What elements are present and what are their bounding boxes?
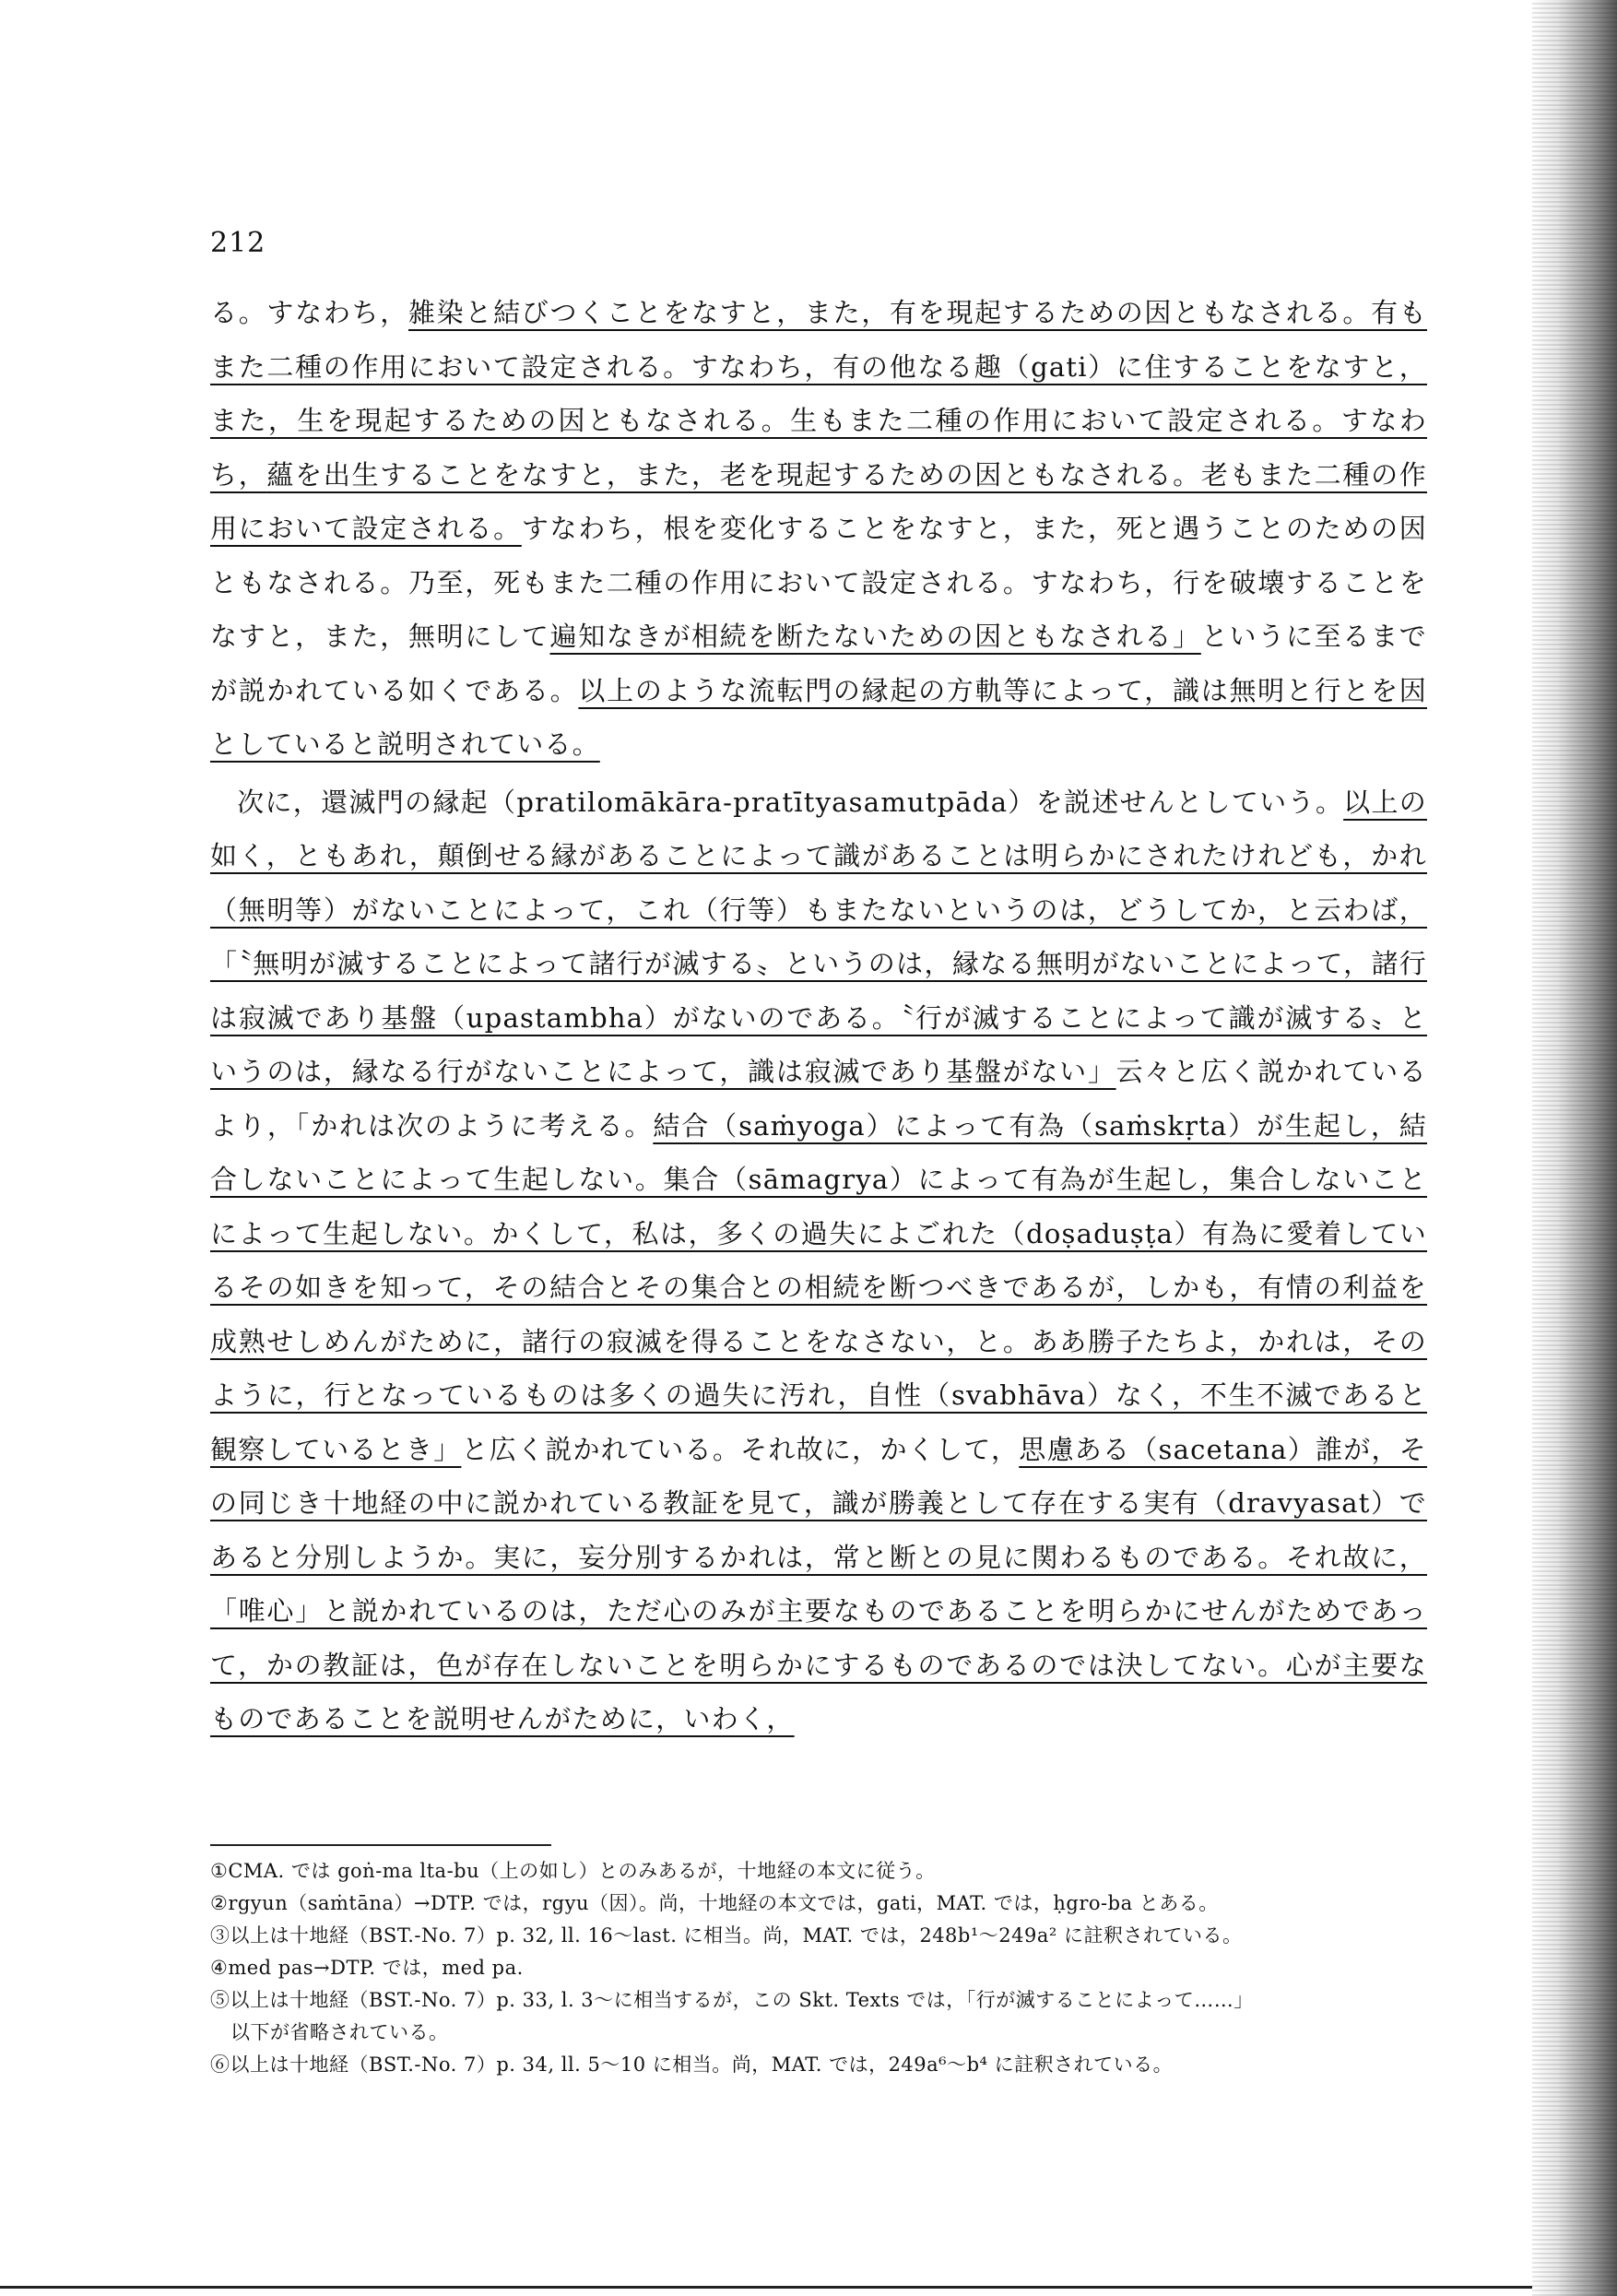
text-segment: 次に，還滅門の縁起（pratilomākāra-pratītyasamutpāda）を説述せんとしていう。 (237, 786, 1344, 818)
footnote-4: ④med pas→DTP. では，med pa. (210, 1957, 524, 1979)
footnote-3: ③以上は十地経（BST.-No. 7）p. 32, ll. 16〜last. に相当。尚，MAT. では，248b¹〜249a² に註釈されている。 (210, 1924, 1243, 1947)
footnote-6: ⑥以上は十地経（BST.-No. 7）p. 34, ll. 5〜10 に相当。尚，MAT. では，249a⁶〜b⁴ に註釈されている。 (210, 2053, 1174, 2076)
text-segment: というに至るまでが説かれている如くである。 (210, 621, 1427, 706)
underlined-segment: 思慮ある（sacetana）誰が，その同じき十地経の中に説かれている教証を見て，識が勝義として存在する実有（dravyasat）であると分別しようか。実に，妄分別するかれは，常と断との見に関わるものである。それ故に，「唯心」と説かれているのは，ただ心のみが主要なものであることを明らかにせんがためであって，かの教証は，色が存在しないことを明らかにするものであるのでは決してない。心が主要なものであることを説明せんがために，いわく， (210, 1433, 1427, 1734)
scan-edge-shading (1532, 0, 1617, 2296)
text-segment: 云々と広く説かれているより，「かれは次のように考える。 (210, 1056, 1427, 1142)
underlined-segment: 結合（saṁyoga）によって有為（saṁskṛta）が生起し，結合しないことによって生起しない。集合（sāmagrya）によって有為が生起し，集合しないことによって生起しない。かくして，私は，多くの過失によごれた（doṣaduṣṭa）有為に愛着しているその如きを知って，その結合とその集合との相続を断つべきであるが，しかも，有情の利益を成熟せしめんがために，諸行の寂滅を得ることをなさない，と。ああ勝子たちよ，かれは，そのように，行となっているものは多くの過失に汚れ，自性（svabhāva）なく，不生不滅であると観察しているとき」 (210, 1109, 1427, 1465)
footnote-1: ①CMA. では goṅ-ma lta-bu（上の如し）とのみあるが，十地経の本文に従う。 (210, 1860, 936, 1882)
text-segment: と広く説かれている。それ故に，かくして， (461, 1433, 1020, 1465)
body-text (210, 286, 1427, 1746)
footnote-2: ②rgyun（saṁtāna）→DTP. では，rgyu（因）。尚，十地経の本文では，gati，MAT. では，ḥgro-ba とある。 (210, 1892, 1219, 1914)
text-segment: る。すなわち， (210, 297, 408, 328)
underlined-segment: 以上のような流転門の縁起の方軌等によって，識は無明と行とを因としていると説明されている。 (210, 674, 1427, 760)
underlined-segment: 蘊を出生することをなすと，また，老を現起するための因ともなされる。老もまた二種の作用において設定される。 (210, 458, 1427, 544)
underlined-segment: 遍知なきが相続を断たないための因ともなされる」 (549, 621, 1201, 652)
underlined-segment: 以上の如く，ともあれ，顛倒せる縁があることによって識があることは明らかにされたけれども，かれ（無明等）がないことによって，これ（行等）もまたないというのは，どうしてか，と云わば，「〝無明が滅することによって諸行が滅する〟というのは，縁なる無明がないことによって，諸行は寂滅であり基盤（upastambha）がないのである。〝行が滅することによって識が滅する〟というのは，縁なる行がないことによって，識は寂滅であり基盤がない」 (210, 786, 1427, 1087)
footnotes (210, 1855, 1427, 2081)
footnote-5-continued: 以下が省略されている。 (230, 2021, 449, 2043)
text-segment: すなわち，根を変化することをなすと，また，死と遇うことのための因ともなされる。乃至，死もまた二種の作用において設定される。すなわち，行を破壊することをなすと，また，無明にして (210, 513, 1428, 652)
paragraph-1 (210, 286, 1427, 772)
underlined-segment: 雑染と結びつくことをなすと，また，有を現起するための因ともなされる。有もまた二種の作用において設定される。すなわち，有の他なる趣（gati）に住することをなすと，また，生を現起するための因ともなされる。生もまた二種の作用において設定される。すなわち， (210, 297, 1427, 491)
footnote-divider (210, 1844, 551, 1846)
footnote-5: ⑤以上は十地経（BST.-No. 7）p. 33, l. 3〜に相当するが，この Skt. Texts では，「行が滅することによって……」 (210, 1989, 1254, 2011)
page-bottom-line (0, 2286, 1532, 2289)
page-number: 212 (210, 227, 266, 259)
paragraph-2 (210, 775, 1427, 1746)
